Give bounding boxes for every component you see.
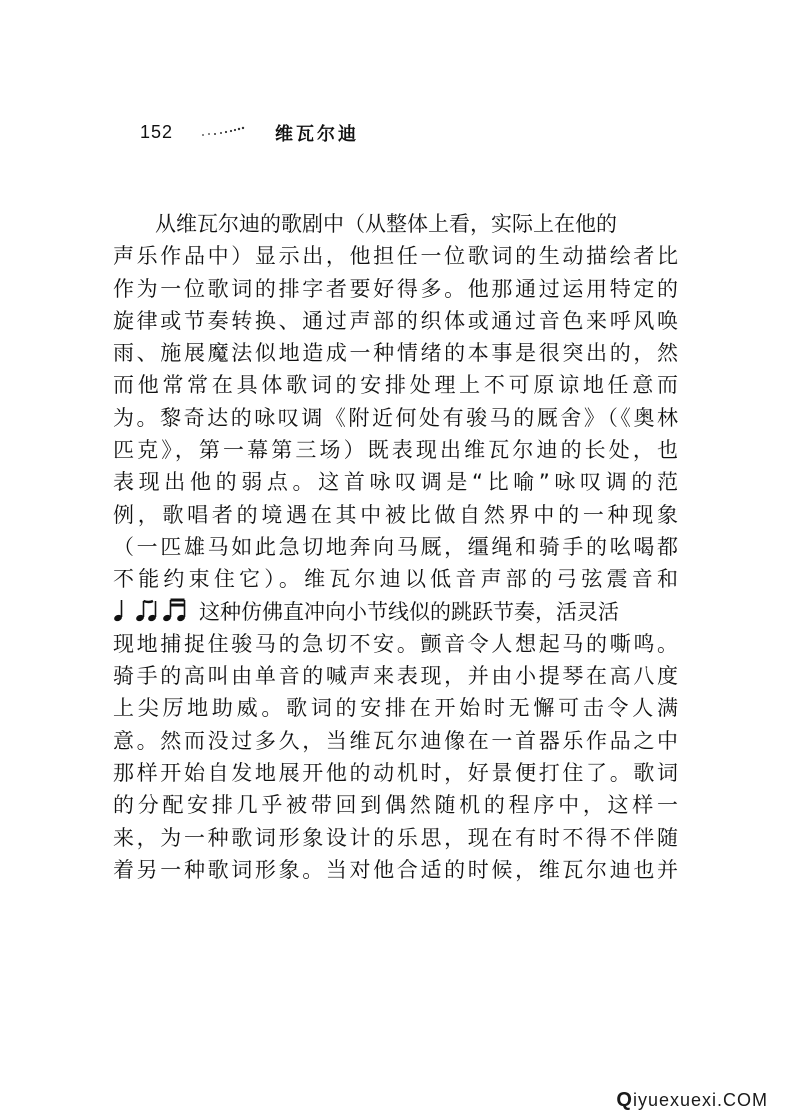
text-line: 来，为一种歌词形象设计的乐思，现在有时不得不伴随 [113, 825, 678, 850]
text-line: 的分配安排几乎被带回到偶然随机的程序中，这样一 [113, 793, 678, 818]
text-line: 雨、施展魔法似地造成一种情绪的本事是很突出的，然 [113, 341, 678, 366]
site-watermark [616, 1089, 768, 1112]
rhythm-notation-icon [113, 597, 193, 623]
text-line: 而他常常在具体歌词的安排处理上不可原谅地任意而 [113, 373, 678, 398]
text-line: 作为一位歌词的排字者要好得多。他那通过运用特定的 [113, 276, 678, 301]
text-line-content: 这种仿佛直冲向小节线似的跳跃节奏，活灵活 [199, 599, 619, 624]
text-line: 不能约束住它）。维瓦尔迪以低音声部的弓弦震音和 [113, 567, 678, 592]
text-line: 表现出他的弱点。这首咏叹调是“比喻”咏叹调的范 [113, 470, 678, 495]
text-line: 从维瓦尔迪的歌剧中（从整体上看，实际上在他的 [155, 212, 617, 236]
text-line: 着另一种歌词形象。当对他合适的时候，维瓦尔迪也并 [113, 857, 678, 882]
text-line: 旋律或节奏转换、通过声部的织体或通过音色来呼风唤 [113, 308, 678, 333]
text-line-with-notation [113, 596, 678, 628]
text-line: 例，歌唱者的境遇在其中被比做自然界中的一种现象 [113, 502, 678, 527]
text-line: 骑手的高叫由单音的喊声来表现，并由小提琴在高八度 [113, 664, 678, 689]
text-line: 声乐作品中）显示出，他担任一位歌词的生动描绘者比 [113, 244, 678, 269]
watermark-prefix: Q [616, 1089, 633, 1111]
text-line: 上尖厉地助威。歌词的安排在开始时无懈可击令人满 [113, 696, 678, 721]
body-text [113, 208, 678, 886]
header-ornament-icon [200, 126, 246, 138]
running-title: 维瓦尔迪 [275, 124, 359, 145]
text-line: 为。黎奇达的咏叹调《附近何处有骏马的厩舍》（《奥林 [113, 405, 678, 430]
text-line: 意。然而没过多久，当维瓦尔迪像在一首器乐作品之中 [113, 728, 678, 753]
text-line: 匹克》，第一幕第三场）既表现出维瓦尔迪的长处，也 [113, 438, 678, 463]
text-line: 那样开始自发地展开他的动机时，好景便打住了。歌词 [113, 761, 678, 786]
text-line: 现地捕捉住骏马的急切不安。颤音令人想起马的嘶鸣。 [113, 631, 678, 656]
text-line: （一匹雄马如此急切地奔向马厩，缰绳和骑手的吆喝都 [113, 534, 678, 559]
page-number: 152 [140, 122, 174, 142]
watermark-text: iyuexuexi.COM [632, 1090, 768, 1110]
